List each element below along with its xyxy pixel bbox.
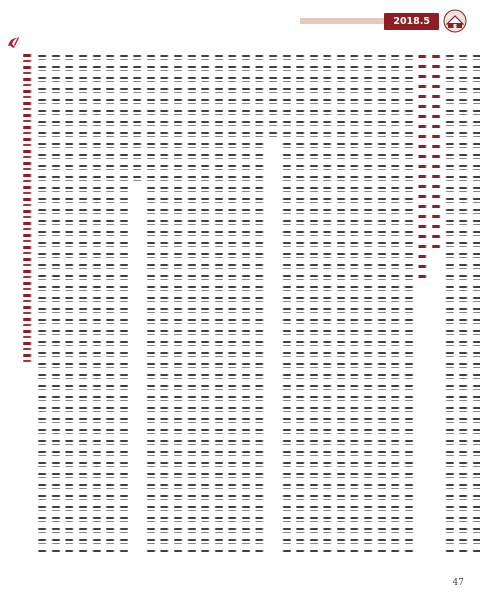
text-column <box>377 52 387 552</box>
text-column <box>282 52 292 552</box>
text-column <box>336 52 346 552</box>
text-column <box>159 52 169 552</box>
text-column <box>390 52 400 552</box>
yurt-icon <box>442 9 468 33</box>
text-column <box>349 52 359 552</box>
text-column <box>51 52 61 552</box>
text-column <box>227 52 237 552</box>
text-column <box>119 52 129 552</box>
issue-date-badge: 2018.5 <box>384 13 439 30</box>
text-column <box>37 52 47 552</box>
page-header <box>300 8 468 34</box>
text-column <box>322 52 332 552</box>
text-column <box>404 52 414 552</box>
text-column <box>132 52 142 552</box>
text-column <box>363 52 373 552</box>
text-column <box>105 52 115 552</box>
left-margin-bar <box>6 34 20 554</box>
page-number: 47 <box>452 578 464 588</box>
text-column <box>309 52 319 552</box>
text-column <box>64 52 74 552</box>
text-column <box>173 52 183 552</box>
article-text-columns <box>22 52 476 552</box>
text-column <box>92 52 102 552</box>
text-column <box>241 52 251 552</box>
text-column <box>146 52 156 552</box>
text-column <box>187 52 197 552</box>
text-column <box>445 52 455 552</box>
section-heading-column <box>417 52 427 552</box>
article-title-column <box>22 52 34 552</box>
text-column <box>295 52 305 552</box>
text-column <box>78 52 88 552</box>
section-heading-column <box>431 52 441 552</box>
party-emblem-icon <box>6 34 20 48</box>
text-column <box>254 52 264 552</box>
text-column <box>268 52 278 552</box>
text-column <box>458 52 468 552</box>
text-column <box>200 52 210 552</box>
text-column <box>472 52 480 552</box>
text-column <box>214 52 224 552</box>
